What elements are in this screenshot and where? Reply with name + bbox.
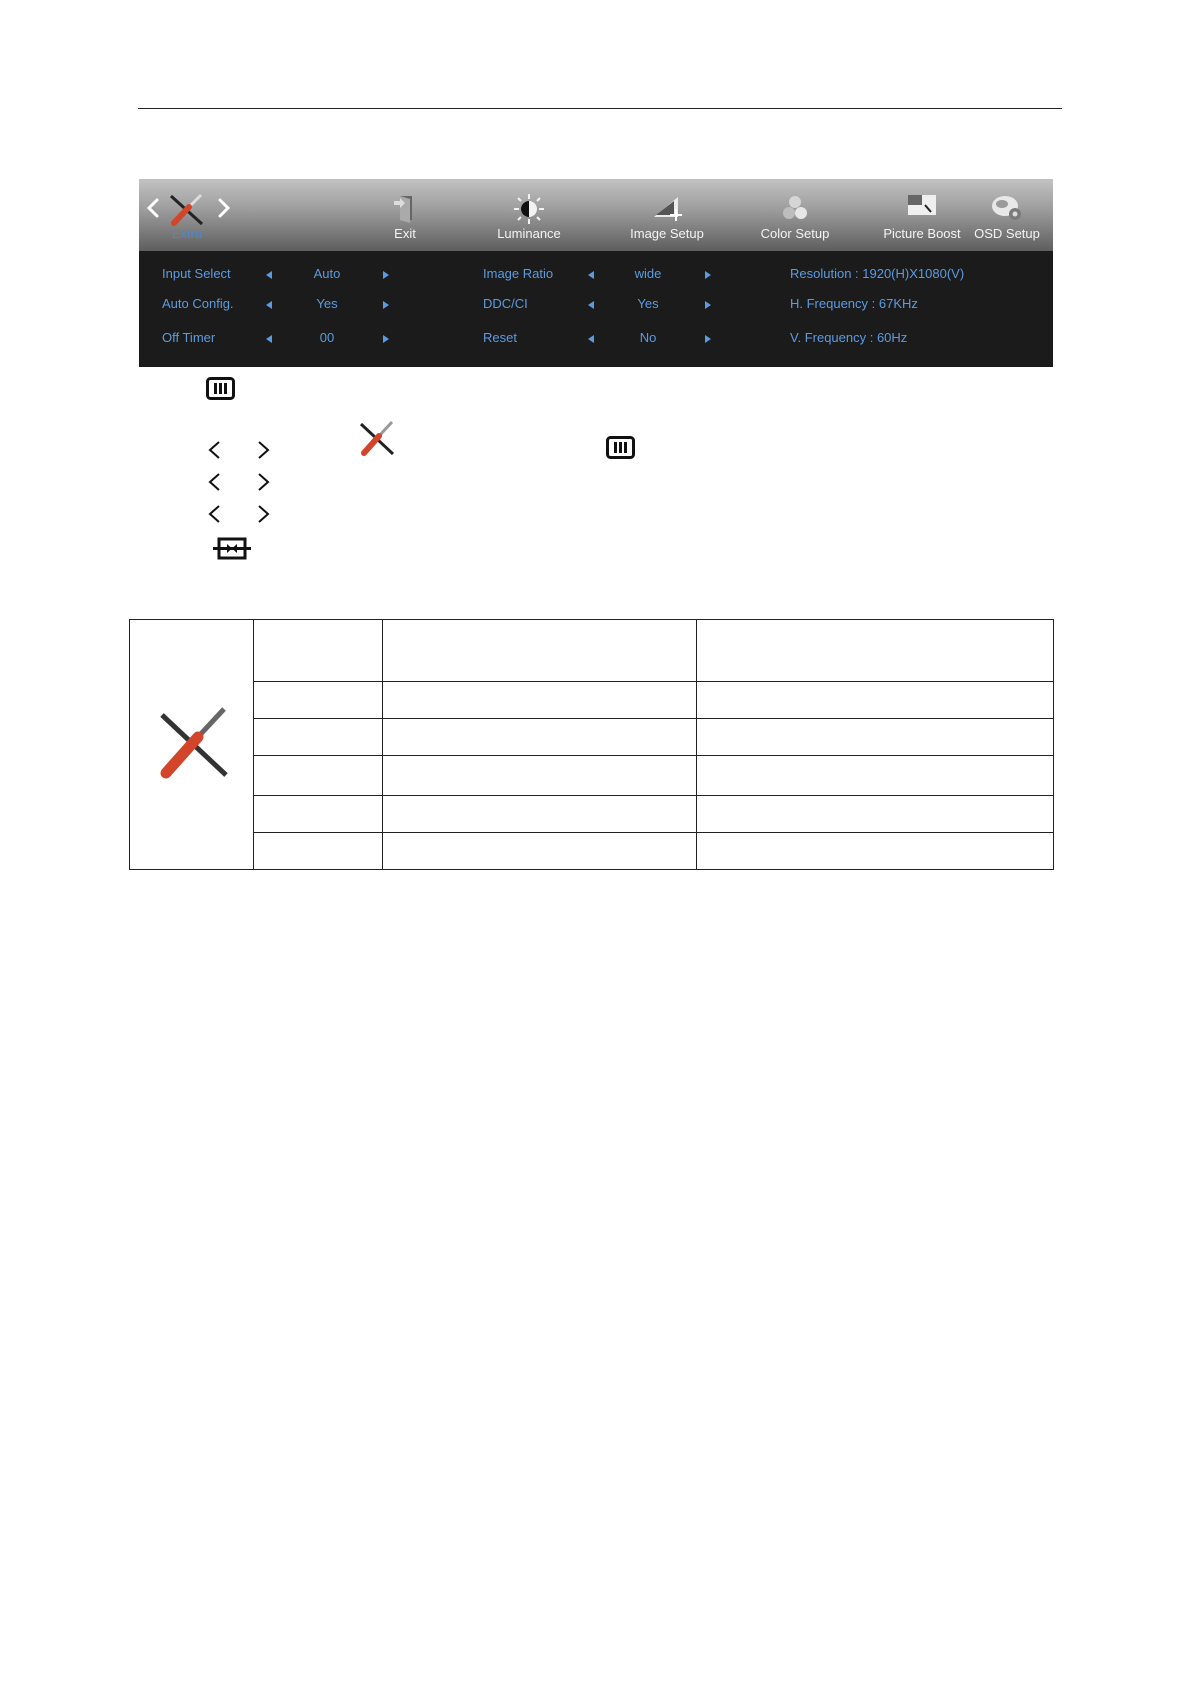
tab-label: Extra: [171, 226, 203, 241]
tab-label: Color Setup: [760, 226, 830, 241]
header-rule: [138, 108, 1062, 109]
osd-info-text: H. Frequency : 67KHz: [790, 296, 918, 311]
increase-arrow-icon[interactable]: [383, 271, 389, 279]
table-cell: [254, 833, 383, 870]
osd-item-label[interactable]: Reset: [483, 330, 517, 345]
tab-exit[interactable]: [355, 179, 455, 251]
table-row: [130, 682, 1054, 719]
tab-label: Exit: [394, 226, 416, 241]
osd-info-text: V. Frequency : 60Hz: [790, 330, 908, 345]
tab-label: OSD Setup: [974, 226, 1040, 241]
image-setup-icon: [650, 193, 684, 223]
tab-label: Picture Boost: [883, 226, 961, 241]
source-auto-button-icon: [213, 536, 251, 561]
osd-info-text: Resolution : 1920(H)X1080(V): [790, 266, 965, 281]
osd-item-value: 00: [319, 330, 335, 345]
tab-image-setup[interactable]: [607, 179, 727, 251]
increase-arrow-icon[interactable]: [383, 301, 389, 309]
table-cell: [697, 796, 1054, 833]
picture-boost-icon: [907, 193, 937, 217]
decrease-arrow-icon[interactable]: [266, 301, 272, 309]
decrease-arrow-icon[interactable]: [266, 335, 272, 343]
tab-label: Luminance: [497, 226, 561, 241]
osd-setup-icon: [990, 193, 1024, 223]
osd-item-value: No: [639, 330, 657, 345]
menu-button-icon: [606, 436, 635, 459]
tab-label: Image Setup: [630, 226, 704, 241]
table-cell: [254, 756, 383, 796]
table-cell: [254, 719, 383, 756]
increase-arrow-icon[interactable]: [705, 335, 711, 343]
osd-item-label[interactable]: Input Select: [162, 266, 231, 281]
table-row: [130, 719, 1054, 756]
increase-arrow-icon[interactable]: [705, 301, 711, 309]
table-row: [130, 833, 1054, 870]
left-chevron-icon: [204, 503, 226, 525]
table-cell: [383, 833, 697, 870]
table-cell: [254, 796, 383, 833]
table-cell: [383, 682, 697, 719]
table-cell: [697, 833, 1054, 870]
brightness-icon: [512, 193, 546, 225]
tab-color-setup[interactable]: [735, 179, 855, 251]
table-cell: [697, 682, 1054, 719]
right-chevron-icon: [252, 439, 274, 461]
table-cell: [697, 620, 1054, 682]
decrease-arrow-icon[interactable]: [266, 271, 272, 279]
exit-door-icon: [392, 193, 418, 223]
decrease-arrow-icon[interactable]: [588, 271, 594, 279]
osd-item-value: Yes: [316, 296, 338, 311]
tools-icon: [152, 703, 232, 783]
table-cell: [383, 719, 697, 756]
osd-item-value: Yes: [637, 296, 659, 311]
left-chevron-icon: [204, 439, 226, 461]
decrease-arrow-icon[interactable]: [588, 335, 594, 343]
color-setup-icon: [780, 193, 810, 223]
osd-item-value: wide: [634, 266, 662, 281]
right-chevron-icon: [252, 471, 274, 493]
table-icon-cell: [130, 620, 254, 870]
osd-menu: [139, 179, 1053, 367]
menu-button-icon: [206, 377, 235, 400]
right-chevron-icon: [252, 503, 274, 525]
increase-arrow-icon[interactable]: [705, 271, 711, 279]
osd-item-value: Auto: [313, 266, 341, 281]
tools-icon: [168, 193, 206, 227]
table-cell: [697, 719, 1054, 756]
tab-osd-setup[interactable]: [957, 179, 1057, 251]
table-cell: [697, 756, 1054, 796]
table-cell: [254, 620, 383, 682]
decrease-arrow-icon[interactable]: [588, 301, 594, 309]
osd-item-label[interactable]: Auto Config.: [162, 296, 234, 311]
tools-icon: [357, 420, 397, 458]
increase-arrow-icon[interactable]: [383, 335, 389, 343]
osd-tab-bar: [139, 179, 1053, 251]
table-row: [130, 620, 1054, 682]
table-cell: [383, 756, 697, 796]
tab-luminance[interactable]: [479, 179, 579, 251]
osd-item-label[interactable]: Image Ratio: [483, 266, 554, 281]
table-row: [130, 756, 1054, 796]
osd-item-label[interactable]: DDC/CI: [483, 296, 528, 311]
table-cell: [254, 682, 383, 719]
table-row: [130, 796, 1054, 833]
table-cell: [383, 796, 697, 833]
table-cell: [383, 620, 697, 682]
left-chevron-icon: [204, 471, 226, 493]
osd-item-label[interactable]: Off Timer: [162, 330, 216, 345]
extra-function-table: [129, 619, 1054, 870]
tab-extra[interactable]: [147, 179, 227, 251]
